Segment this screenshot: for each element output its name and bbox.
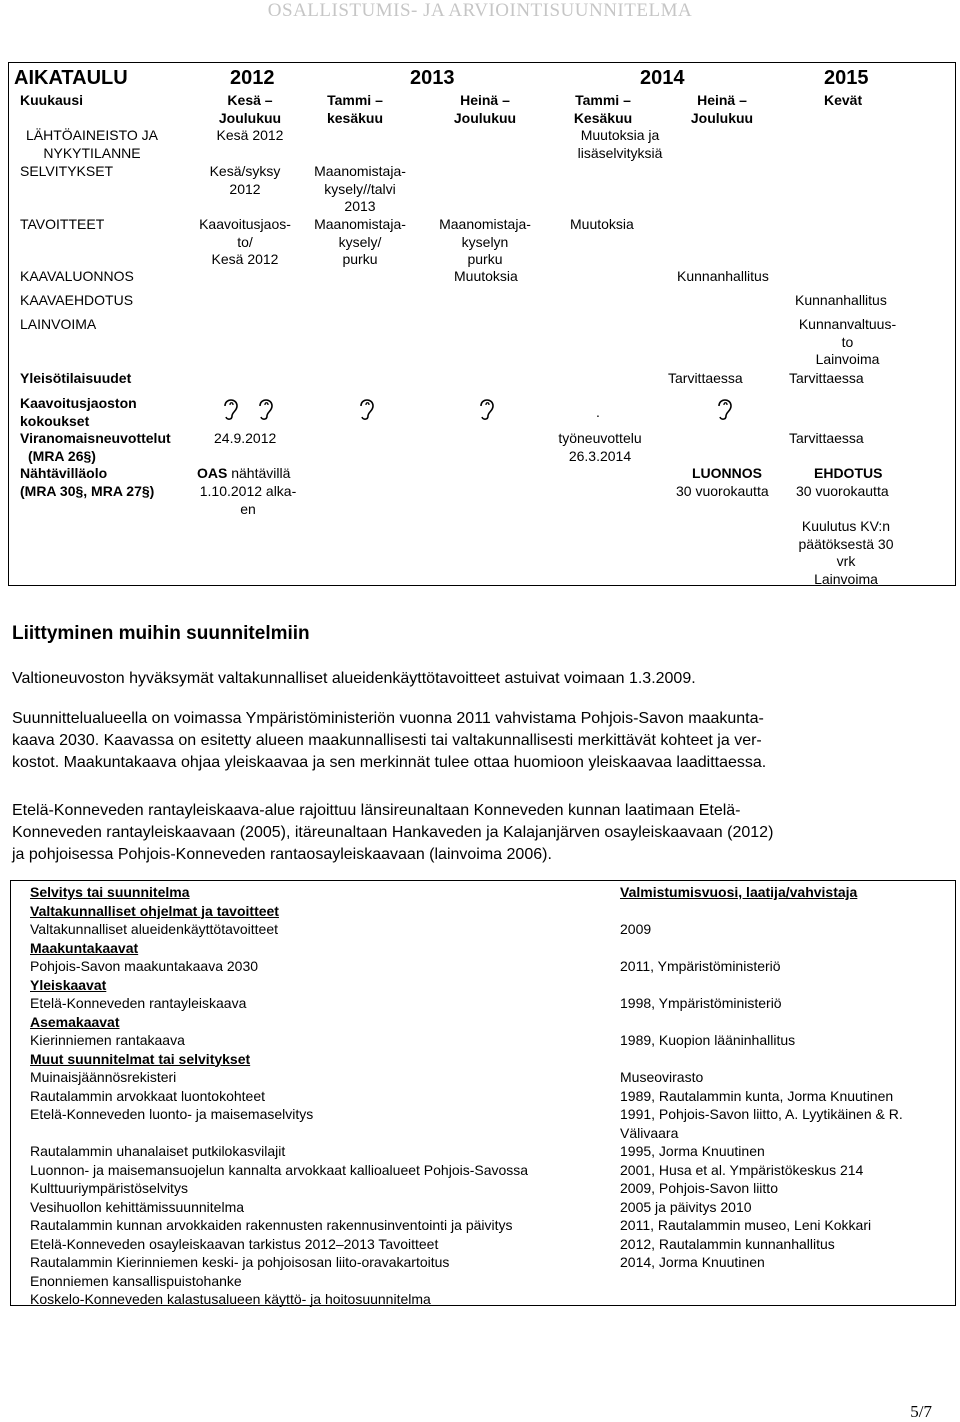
ear-icon (255, 396, 277, 422)
plan-year: 2011, Rautalammin museo, Leni Kokkari (620, 1217, 872, 1233)
lahtoaineisto-2014: Muutoksia ja lisäselvityksiä (577, 127, 663, 161)
kaavaluonnos-2013: Muutoksia (454, 268, 518, 284)
plan-year: 1995, Jorma Knuutinen (620, 1143, 765, 1159)
row-label-kaavaluonnos: KAAVALUONNOS (20, 268, 134, 284)
year-2012: 2012 (230, 67, 275, 89)
plan-name: Valtakunnalliset alueidenkäyttötavoitteet (30, 921, 279, 937)
plan-name: Yleiskaavat (30, 976, 107, 993)
viranomais-2015: Tarvittaessa (789, 430, 864, 446)
plan-name: Pohjois-Savon maakuntakaava 2030 (30, 958, 259, 974)
year-2015: 2015 (824, 67, 869, 89)
running-header: OSALLISTUMIS- JA ARVIOINTISUUNNITELMA (267, 0, 693, 21)
plan-name: Vesihuollon kehittämissuunnitelma (30, 1198, 245, 1215)
nahtavillaolo-ehdotus: EHDOTUS (814, 465, 883, 481)
schedule-title: AIKATAULU (14, 67, 128, 89)
plan-name: Etelä-Konneveden rantayleiskaava (30, 995, 247, 1011)
plan-name: Asemakaavat (30, 1013, 120, 1030)
plan-name: Muinaisjäännösrekisteri (30, 1069, 177, 1085)
yleisotilaisuudet-2015: Tarvittaessa (789, 370, 864, 386)
plan-name: Etelä-Konneveden osayleiskaavan tarkistus 2012–2013 Tavoitteet (30, 1235, 439, 1252)
plan-name: Rautalammin uhanalaiset putkilokasvilajit (30, 1143, 286, 1159)
tavoitteet-2012: Kaavoitusjaos- to/ Kesä 2012 (199, 216, 291, 267)
kaavoitusjaosto-dot: . (596, 404, 600, 420)
kaavaehdotus-2015: Kunnanhallitus (795, 292, 887, 308)
yleisotilaisuudet-2014: Tarvittaessa (668, 370, 743, 386)
row-label-yleisotilaisuudet: Yleisötilaisuudet (20, 370, 132, 386)
paragraph-2: Suunnittelualueella on voimassa Ympäristöministeriön vuonna 2011 vahvistama Pohjois-Savon maakunta- kaava 2030. Kaavassa on esitetty alueen maakunnallisesti tai valtakunnallisesti merkittävät kohteet ja ver- kostot. Maakuntakaava ohjaa yleiskaavaa ja sen merkinnät tulee ottaa huomioon yleiskaavaa laadittaessa. (12, 710, 767, 771)
month-label: Kuukausi (20, 92, 84, 108)
year-2013: 2013 (410, 67, 455, 89)
plan-name: Kulttuuriympäristöselvitys (30, 1180, 188, 1196)
row-label-kaavoitusjaosto: Kaavoitusjaoston kokoukset (20, 395, 137, 429)
row-label-viranomaisneuvottelut: Viranomaisneuvottelut (MRA 26§) (20, 430, 171, 464)
plan-year: 2011, Ympäristöministeriö (620, 958, 781, 974)
plan-name: Etelä-Konneveden luonto- ja maisemaselvitys (30, 1106, 314, 1122)
plan-year: 2009, Pohjois-Savon liitto (620, 1180, 778, 1196)
tavoitteet-2013b: Maanomistaja- kyselyn purku (439, 216, 531, 267)
plan-year: 2001, Husa et al. Ympäristökeskus 214 (620, 1161, 864, 1178)
nahtavillaolo-2012-date: 1.10.2012 alka- en (199, 483, 297, 517)
row-label-selvitykset: SELVITYKSET (20, 163, 114, 179)
period-2: Tammi – kesäkuu (326, 92, 384, 126)
ear-icon (476, 396, 498, 422)
plan-year: 1998, Ympäristöministeriö (620, 995, 782, 1011)
ear-icon (356, 396, 378, 422)
lahtoaineisto-2012: Kesä 2012 (216, 127, 284, 143)
plan-name: Koskelo-Konneveden kalastusalueen käyttö- ja hoitosuunnitelma (30, 1291, 431, 1307)
nahtavillaolo-oas: OAS nähtävillä (197, 465, 291, 481)
plan-name: Kierinniemen rantakaava (30, 1032, 185, 1048)
nahtavillaolo-luonnos-days: 30 vuorokautta (676, 483, 769, 499)
plan-year: 1989, Rautalammin kunta, Jorma Knuutinen (620, 1087, 894, 1104)
plan-year: 1991, Pohjois-Savon liitto, A. Lyytikäinen & R. Välivaara (620, 1106, 903, 1141)
plan-year: 1989, Kuopion lääninhallitus (620, 1032, 796, 1048)
period-1: Kesä – Joulukuu (218, 92, 282, 126)
period-6: Kevät (824, 92, 863, 108)
header-year: Valmistumisvuosi, laatija/vahvistaja (620, 884, 858, 900)
plan-year: Museovirasto (620, 1069, 704, 1085)
viranomais-2012: 24.9.2012 (214, 430, 277, 446)
period-4: Tammi – Kesäkuu (573, 92, 633, 126)
plan-name: Rautalammin arvokkaat luontokohteet (30, 1087, 266, 1104)
ear-icon (220, 396, 242, 422)
header-plan: Selvitys tai suunnitelma (30, 884, 190, 900)
row-label-nahtavillaolo: Nähtävilläolo (MRA 30§, MRA 27§) (20, 465, 155, 499)
ear-icon (714, 396, 736, 422)
year-2014: 2014 (640, 67, 685, 89)
page-number: 5/7 (910, 1402, 932, 1421)
kaavaluonnos-2014: Kunnanhallitus (677, 268, 769, 284)
period-5: Heinä – Joulukuu (690, 92, 754, 126)
plan-name: Rautalammin kunnan arvokkaiden rakennusten rakennusinventointi ja päivitys (30, 1217, 513, 1233)
plan-name: Muut suunnitelmat tai selvitykset (30, 1050, 251, 1067)
plan-year: 2014, Jorma Knuutinen (620, 1254, 765, 1270)
nahtavillaolo-luonnos: LUONNOS (692, 465, 762, 481)
plan-year: 2012, Rautalammin kunnanhallitus (620, 1235, 835, 1252)
plan-year: 2009 (620, 921, 652, 937)
selvitykset-2013: Maanomistaja- kysely//talvi 2013 (314, 163, 406, 214)
selvitykset-2012: Kesä/syksy 2012 (209, 163, 281, 197)
plan-name: Enonniemen kansallispuistohanke (30, 1272, 242, 1289)
lainvoima-2015: Kunnanvaltuus- to Lainvoima (798, 316, 897, 367)
plan-name: Maakuntakaavat (30, 939, 139, 956)
plan-name: Valtakunnalliset ohjelmat ja tavoitteet (30, 902, 279, 919)
tavoitteet-2013a: Maanomistaja- kysely/ purku (314, 216, 406, 267)
plan-name: Luonnon- ja maisemansuojelun kannalta arvokkaat kallioalueet Pohjois-Savossa (30, 1161, 529, 1178)
period-3: Heinä – Joulukuu (453, 92, 517, 126)
plan-year: 2005 ja päivitys 2010 (620, 1198, 752, 1215)
row-label-tavoitteet: TAVOITTEET (20, 216, 105, 232)
row-label-lainvoima: LAINVOIMA (20, 316, 97, 332)
nahtavillaolo-ehdotus-days: 30 vuorokautta (796, 483, 889, 499)
row-label-kaavaehdotus: KAAVAEHDOTUS (20, 292, 134, 308)
paragraph-1: Valtioneuvoston hyväksymät valtakunnalliset alueidenkäyttötavoitteet astuivat voimaan 1.3.2009. (12, 670, 696, 687)
tavoitteet-2014: Muutoksia (570, 216, 634, 232)
paragraph-3: Etelä-Konneveden rantayleiskaava-alue rajoittuu länsireunaltaan Konneveden kunnan laatimaan Etelä- Konneveden rantayleiskaavaan (2005), itäreunaltaan Hankaveden ja Kalajanjärven osayleiskaavaan (2012) ja pohjoisessa Pohjois-Konneveden rantaosayleiskaavaan (lainvoima 2006). (12, 802, 774, 863)
row-label-lahtoaineisto: LÄHTÖAINEISTO JA NYKYTILANNE (26, 127, 158, 161)
nahtavillaolo-kuulutus: Kuulutus KV:n päätöksestä 30 vrk Lainvoima (798, 518, 894, 587)
viranomais-2014: työneuvottelu 26.3.2014 (558, 430, 642, 464)
plan-name: Rautalammin Kierinniemen keski- ja pohjoisosan liito-oravakartoitus (30, 1254, 450, 1270)
section-title: Liittyminen muihin suunnitelmiin (12, 623, 310, 644)
